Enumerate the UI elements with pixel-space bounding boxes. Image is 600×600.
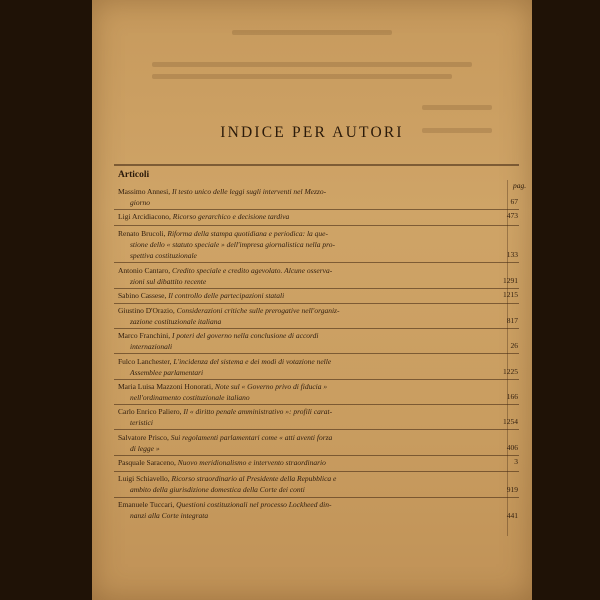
entry-title: Considerazioni critiche sulle prerogative nell'organiz- <box>176 306 340 315</box>
entry-divider <box>114 262 519 263</box>
index-entry: Massimo Annesi, Il testo unico delle leggi sugli interventi nel Mezzo- giorno <box>118 186 468 208</box>
index-entry: Pasquale Saraceno, Nuovo meridionalismo e intervento straordinario <box>118 458 326 467</box>
entry-title-continued: Assemblee parlamentari <box>130 368 204 377</box>
entry-divider <box>114 303 519 304</box>
page-title: INDICE PER AUTORI <box>220 124 404 141</box>
entry-page-number: 473 <box>506 211 518 220</box>
entry-author: Massimo Annesi <box>118 187 169 196</box>
index-entry: Sabino Cassese, Il controllo delle partecipazioni statali <box>118 291 285 300</box>
entry-page-number: 26 <box>510 341 518 350</box>
entry-divider <box>114 328 519 329</box>
entry-title: Questioni costituzionali nel processo Lockheed din- <box>176 500 332 509</box>
entry-title-continued: giorno <box>130 198 151 207</box>
entry-page-number: 1225 <box>503 367 518 376</box>
entry-author: Carlo Enrico Paliero <box>118 407 180 416</box>
entry-author: Ligi Arcidiacono <box>118 212 170 221</box>
entry-page-number: 1254 <box>503 417 518 426</box>
index-entry: Maria Luisa Mazzoni Honorati, Note sul « Governo privo di fiducia » nell'ordinamento costituzionale italiano <box>118 381 468 403</box>
page-column-header: pag. <box>513 181 527 190</box>
entry-author: Maria Luisa Mazzoni Honorati <box>118 382 212 391</box>
entry-divider <box>114 471 519 472</box>
entry-author: Giustino D'Orazio <box>118 306 173 315</box>
entry-divider <box>114 429 519 430</box>
entry-title-continued: stione dello « statuto speciale » dell'impresa giornalistica nella pro- <box>130 240 335 249</box>
entry-author: Emanuele Tuccari <box>118 500 173 509</box>
index-entry: Marco Franchini, I poteri del governo nella conclusione di accordi internazionali <box>118 330 468 352</box>
entry-divider <box>114 209 519 210</box>
entry-title: Sui regolamenti parlamentari come « atti aventi forza <box>170 433 333 442</box>
entry-page-number: 133 <box>506 250 518 259</box>
entry-divider <box>114 455 519 456</box>
entry-title-continued: teristici <box>130 418 153 427</box>
entry-title: Il controllo delle partecipazioni statali <box>168 291 285 300</box>
entry-page-number: 166 <box>506 392 518 401</box>
entry-page-number: 817 <box>506 316 518 325</box>
page-column-rule <box>507 180 508 536</box>
entry-title-continued: nanzi alla Corte integrata <box>130 511 209 520</box>
entry-page-number: 406 <box>506 443 518 452</box>
entry-page-number: 919 <box>506 485 518 494</box>
entry-title-continued: internazionali <box>130 342 173 351</box>
bleed-through-text <box>92 0 532 120</box>
entry-title: Note sul « Governo privo di fiducia » <box>214 382 328 391</box>
index-entry: Antonio Cantaro, Credito speciale e credito agevolato. Alcune osserva- zioni sul dibattito recente <box>118 265 468 287</box>
index-entry: Renato Brucoli, Riforma della stampa quotidiana e periodica: la que- stione dello « statuto speciale » dell'impresa giornalistica nella pro- spettiva costituzionale <box>118 228 468 261</box>
entry-divider <box>114 497 519 498</box>
entry-author: Renato Brucoli <box>118 229 164 238</box>
entry-divider <box>114 288 519 289</box>
header-rule <box>114 164 519 166</box>
index-entry: Salvatore Prisco, Sui regolamenti parlamentari come « atti aventi forza di legge » <box>118 432 468 454</box>
index-entry: Carlo Enrico Paliero, Il « diritto penale amministrativo »: profili carat- teristici <box>118 406 468 428</box>
entry-title: L'incidenza del sistema e dei modi di votazione nelle <box>173 357 332 366</box>
entry-title: Credito speciale e credito agevolato. Alcune osserva- <box>171 266 333 275</box>
entry-title-continued: spettiva costituzionale <box>130 251 197 260</box>
entry-author: Luigi Schiavello <box>118 474 168 483</box>
entry-title: Riforma della stampa quotidiana e periodica: la que- <box>167 229 328 238</box>
entry-author: Salvatore Prisco <box>118 433 167 442</box>
entry-page-number: 3 <box>514 457 518 466</box>
entry-title-continued: di legge » <box>130 444 160 453</box>
entry-author: Pasquale Saraceno <box>118 458 175 467</box>
entry-author: Antonio Cantaro <box>118 266 169 275</box>
entry-title: Ricorso gerarchico e decisione tardiva <box>172 212 290 221</box>
entry-page-number: 1291 <box>503 276 518 285</box>
index-entry: Emanuele Tuccari, Questioni costituzionali nel processo Lockheed din- nanzi alla Corte integrata <box>118 499 468 521</box>
entry-title: Il testo unico delle leggi sugli interventi nel Mezzo- <box>171 187 327 196</box>
entry-page-number: 1215 <box>503 290 518 299</box>
book-page <box>92 0 532 600</box>
entry-author: Fulco Lanchester <box>118 357 170 366</box>
entry-divider <box>114 353 519 354</box>
section-label: Articoli <box>118 170 150 180</box>
entry-title: Il « diritto penale amministrativo »: profili carat- <box>183 407 333 416</box>
entry-title: Ricorso straordinario al Presidente della Repubblica e <box>171 474 337 483</box>
entry-title: Nuovo meridionalismo e intervento straordinario <box>177 458 326 467</box>
index-entry: Fulco Lanchester, L'incidenza del sistema e dei modi di votazione nelle Assemblee parlamentari <box>118 356 468 378</box>
entry-author: Marco Franchini <box>118 331 169 340</box>
entry-title-continued: ambito della giurisdizione domestica della Corte dei conti <box>130 485 305 494</box>
entry-author: Sabino Cassese <box>118 291 165 300</box>
index-entry: Giustino D'Orazio, Considerazioni critiche sulle prerogative nell'organiz- zazione costituzionale italiana <box>118 305 468 327</box>
index-entry: Luigi Schiavello, Ricorso straordinario al Presidente della Repubblica e ambito della giurisdizione domestica della Corte dei conti <box>118 473 468 495</box>
entry-divider <box>114 225 519 226</box>
entry-page-number: 441 <box>506 511 518 520</box>
entry-title-continued: zioni sul dibattito recente <box>130 277 207 286</box>
entry-divider <box>114 379 519 380</box>
entry-title-continued: zazione costituzionale italiana <box>130 317 222 326</box>
entry-title: I poteri del governo nella conclusione di accordi <box>171 331 319 340</box>
entry-page-number: 67 <box>510 197 518 206</box>
entry-title-continued: nell'ordinamento costituzionale italiano <box>130 393 250 402</box>
entry-divider <box>114 404 519 405</box>
index-entry: Ligi Arcidiacono, Ricorso gerarchico e decisione tardiva <box>118 212 290 221</box>
